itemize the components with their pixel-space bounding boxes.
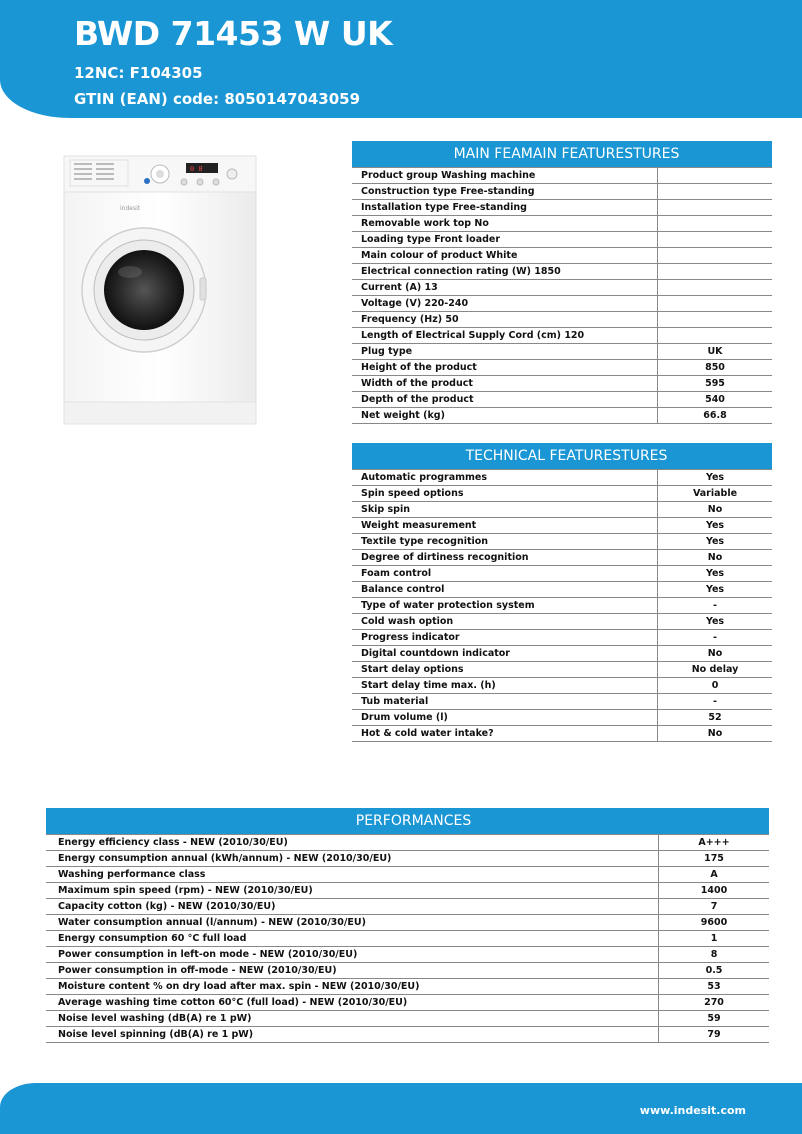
nc-value: F104305 xyxy=(129,64,203,82)
table-row: Skip spin No xyxy=(352,502,772,518)
main-features-title: MAIN FEAMAIN FEATURESTURES xyxy=(352,141,772,168)
table-row: Noise level washing (dB(A) re 1 pW) 59 xyxy=(46,1011,769,1027)
table-row: Main colour of product White xyxy=(352,248,772,264)
performances-title: PERFORMANCES xyxy=(46,808,769,835)
table-row: Frequency (Hz) 50 xyxy=(352,312,772,328)
footer-banner xyxy=(0,1083,802,1134)
gtin-code: GTIN (EAN) code: 8050147043059 xyxy=(74,90,361,108)
technical-features-title: TECHNICAL FEATURESTURES xyxy=(352,443,772,470)
table-row: Automatic programmes Yes xyxy=(352,470,772,486)
display-text: 0 8 xyxy=(190,165,203,173)
table-row: Degree of dirtiness recognition No xyxy=(352,550,772,566)
table-row: Energy consumption annual (kWh/annum) - NEW (2010/30/EU) 175 xyxy=(46,851,769,867)
table-row: Drum volume (l) 52 xyxy=(352,710,772,726)
table-row: Moisture content % on dry load after max. spin - NEW (2010/30/EU) 53 xyxy=(46,979,769,995)
table-row: Energy efficiency class - NEW (2010/30/EU) A+++ xyxy=(46,835,769,851)
table-row: Cold wash option Yes xyxy=(352,614,772,630)
table-row: Height of the product 850 xyxy=(352,360,772,376)
table-row: Maximum spin speed (rpm) - NEW (2010/30/EU) 1400 xyxy=(46,883,769,899)
table-row: Installation type Free-standing xyxy=(352,200,772,216)
table-row: Washing performance class A xyxy=(46,867,769,883)
table-row: Spin speed options Variable xyxy=(352,486,772,502)
table-row: Start delay options No delay xyxy=(352,662,772,678)
table-row: Water consumption annual (l/annum) - NEW (2010/30/EU) 9600 xyxy=(46,915,769,931)
table-row: Weight measurement Yes xyxy=(352,518,772,534)
website-link[interactable]: www.indesit.com xyxy=(639,1104,746,1117)
performances-table xyxy=(46,808,769,1043)
gtin-value: 8050147043059 xyxy=(224,90,361,108)
table-row: Power consumption in left-on mode - NEW (2010/30/EU) 8 xyxy=(46,947,769,963)
model-title: BWD 71453 W UK xyxy=(74,14,393,53)
table-row: Loading type Front loader xyxy=(352,232,772,248)
table-row: Textile type recognition Yes xyxy=(352,534,772,550)
table-row: Noise level spinning (dB(A) re 1 pW) 79 xyxy=(46,1027,769,1043)
table-row: Construction type Free-standing xyxy=(352,184,772,200)
table-row: Product group Washing machine xyxy=(352,168,772,184)
table-row: Depth of the product 540 xyxy=(352,392,772,408)
table-row: Balance control Yes xyxy=(352,582,772,598)
table-row: Width of the product 595 xyxy=(352,376,772,392)
table-row: Power consumption in off-mode - NEW (2010/30/EU) 0.5 xyxy=(46,963,769,979)
table-row: Removable work top No xyxy=(352,216,772,232)
table-row: Start delay time max. (h) 0 xyxy=(352,678,772,694)
table-row: Energy consumption 60 °C full load 1 xyxy=(46,931,769,947)
table-row: Length of Electrical Supply Cord (cm) 120 xyxy=(352,328,772,344)
gtin-label: GTIN (EAN) code xyxy=(74,90,214,108)
table-row: Voltage (V) 220-240 xyxy=(352,296,772,312)
table-row: Tub material - xyxy=(352,694,772,710)
table-row: Type of water protection system - xyxy=(352,598,772,614)
main-features-table xyxy=(352,141,772,424)
table-row: Foam control Yes xyxy=(352,566,772,582)
brand-text: indesit xyxy=(120,205,141,212)
technical-features-table xyxy=(352,443,772,742)
table-row: Current (A) 13 xyxy=(352,280,772,296)
table-row: Electrical connection rating (W) 1850 xyxy=(352,264,772,280)
table-row: Average washing time cotton 60°C (full load) - NEW (2010/30/EU) 270 xyxy=(46,995,769,1011)
table-row: Digital countdown indicator No xyxy=(352,646,772,662)
table-row: Hot & cold water intake? No xyxy=(352,726,772,742)
header-banner xyxy=(0,0,802,118)
nc-label: 12NC xyxy=(74,64,119,82)
table-row: Capacity cotton (kg) - NEW (2010/30/EU) 7 xyxy=(46,899,769,915)
table-row: Plug type UK xyxy=(352,344,772,360)
nc-code: 12NC: F104305 xyxy=(74,64,203,82)
table-row: Progress indicator - xyxy=(352,630,772,646)
washing-machine-icon xyxy=(60,150,260,428)
table-row: Net weight (kg) 66.8 xyxy=(352,408,772,424)
